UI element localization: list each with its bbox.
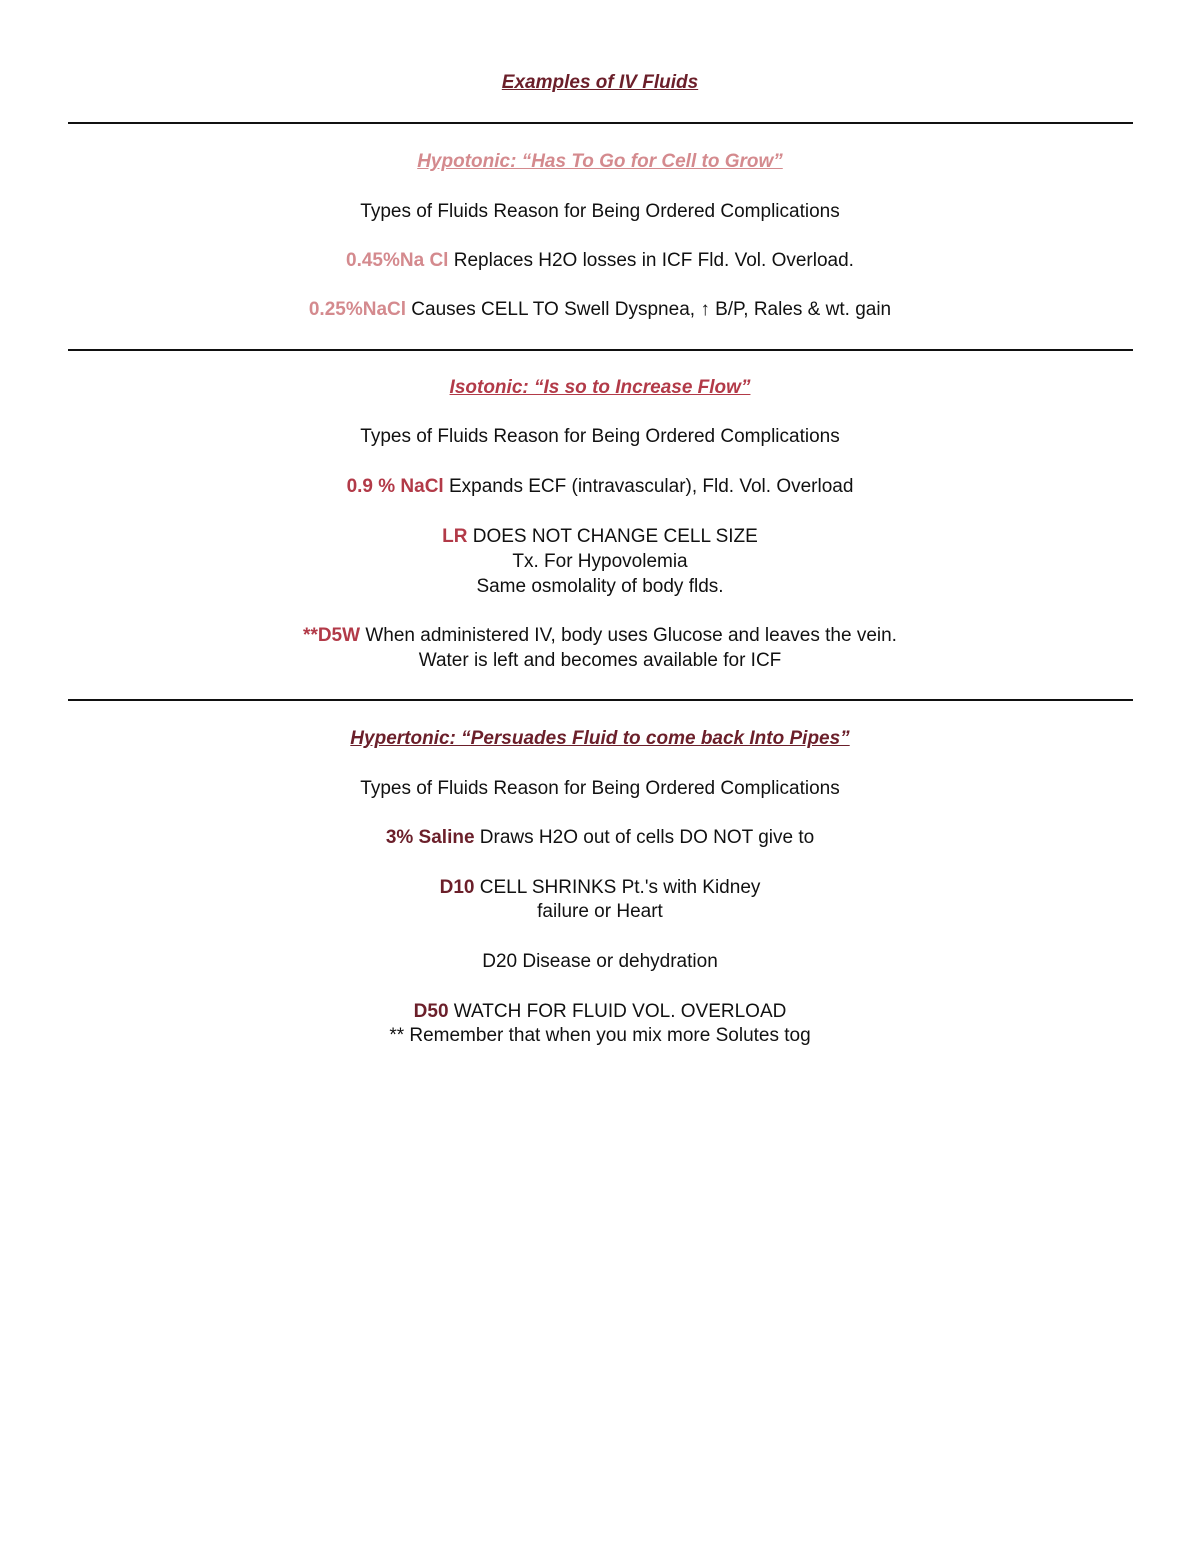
isotonic-heading: Isotonic: “Is so to Increase Flow” — [449, 377, 751, 398]
section-divider — [68, 699, 1133, 701]
fluid-name: 0.45%Na Cl — [346, 250, 449, 271]
fluid-name: 0.25%NaCl — [308, 299, 407, 320]
hypertonic-row — [0, 876, 1200, 900]
hypotonic-heading: Hypotonic: “Has To Go for Cell to Grow” — [417, 151, 783, 172]
hypertonic-heading: Hypertonic: “Persuades Fluid to come back Into Pipes” — [350, 728, 850, 749]
fluid-name: 0.9 % NaCl — [346, 476, 444, 497]
fluid-name: 3% Saline — [385, 827, 475, 848]
hypertonic-row: D20 Disease or dehydration — [482, 951, 718, 972]
hypertonic-row — [0, 1000, 1200, 1024]
hypertonic-row — [0, 826, 1200, 850]
isotonic-row-continuation: Water is left and becomes available for ICF — [418, 650, 782, 671]
section-divider — [68, 122, 1133, 124]
section-divider — [68, 349, 1133, 351]
isotonic-row-continuation: Tx. For Hypovolemia — [512, 551, 688, 572]
fluid-name: D10 — [439, 877, 475, 898]
document-title: Examples of IV Fluids — [501, 72, 699, 93]
fluid-description: WATCH FOR FLUID VOL. OVERLOAD — [448, 1001, 787, 1022]
fluid-description: CELL SHRINKS Pt.'s with Kidney — [474, 877, 761, 898]
hypertonic-row-continuation: ** Remember that when you mix more Solutes tog — [389, 1025, 811, 1046]
hypotonic-row — [0, 298, 1200, 322]
isotonic-column-headers: Types of Fluids Reason for Being Ordered Complications — [360, 426, 840, 447]
fluid-description: Causes CELL TO Swell Dyspnea, ↑ B/P, Rales & wt. gain — [406, 299, 892, 320]
fluid-description: DOES NOT CHANGE CELL SIZE — [467, 526, 758, 547]
fluid-name: D50 — [413, 1001, 449, 1022]
hypertonic-row-continuation: failure or Heart — [537, 901, 663, 922]
fluid-name: LR — [442, 526, 468, 547]
hypotonic-row — [0, 249, 1200, 273]
hypertonic-column-headers: Types of Fluids Reason for Being Ordered Complications — [360, 778, 840, 799]
fluid-description: Replaces H2O losses in ICF Fld. Vol. Overload. — [448, 250, 854, 271]
fluid-description: Expands ECF (intravascular), Fld. Vol. Overload — [443, 476, 854, 497]
fluid-description: Draws H2O out of cells DO NOT give to — [474, 827, 815, 848]
hypotonic-column-headers: Types of Fluids Reason for Being Ordered Complications — [360, 201, 840, 222]
isotonic-row — [0, 525, 1200, 549]
fluid-name: **D5W — [303, 625, 361, 646]
isotonic-row-continuation: Same osmolality of body flds. — [476, 576, 724, 597]
fluid-description: When administered IV, body uses Glucose and leaves the vein. — [360, 625, 897, 646]
isotonic-row — [0, 475, 1200, 499]
isotonic-row — [0, 624, 1200, 648]
